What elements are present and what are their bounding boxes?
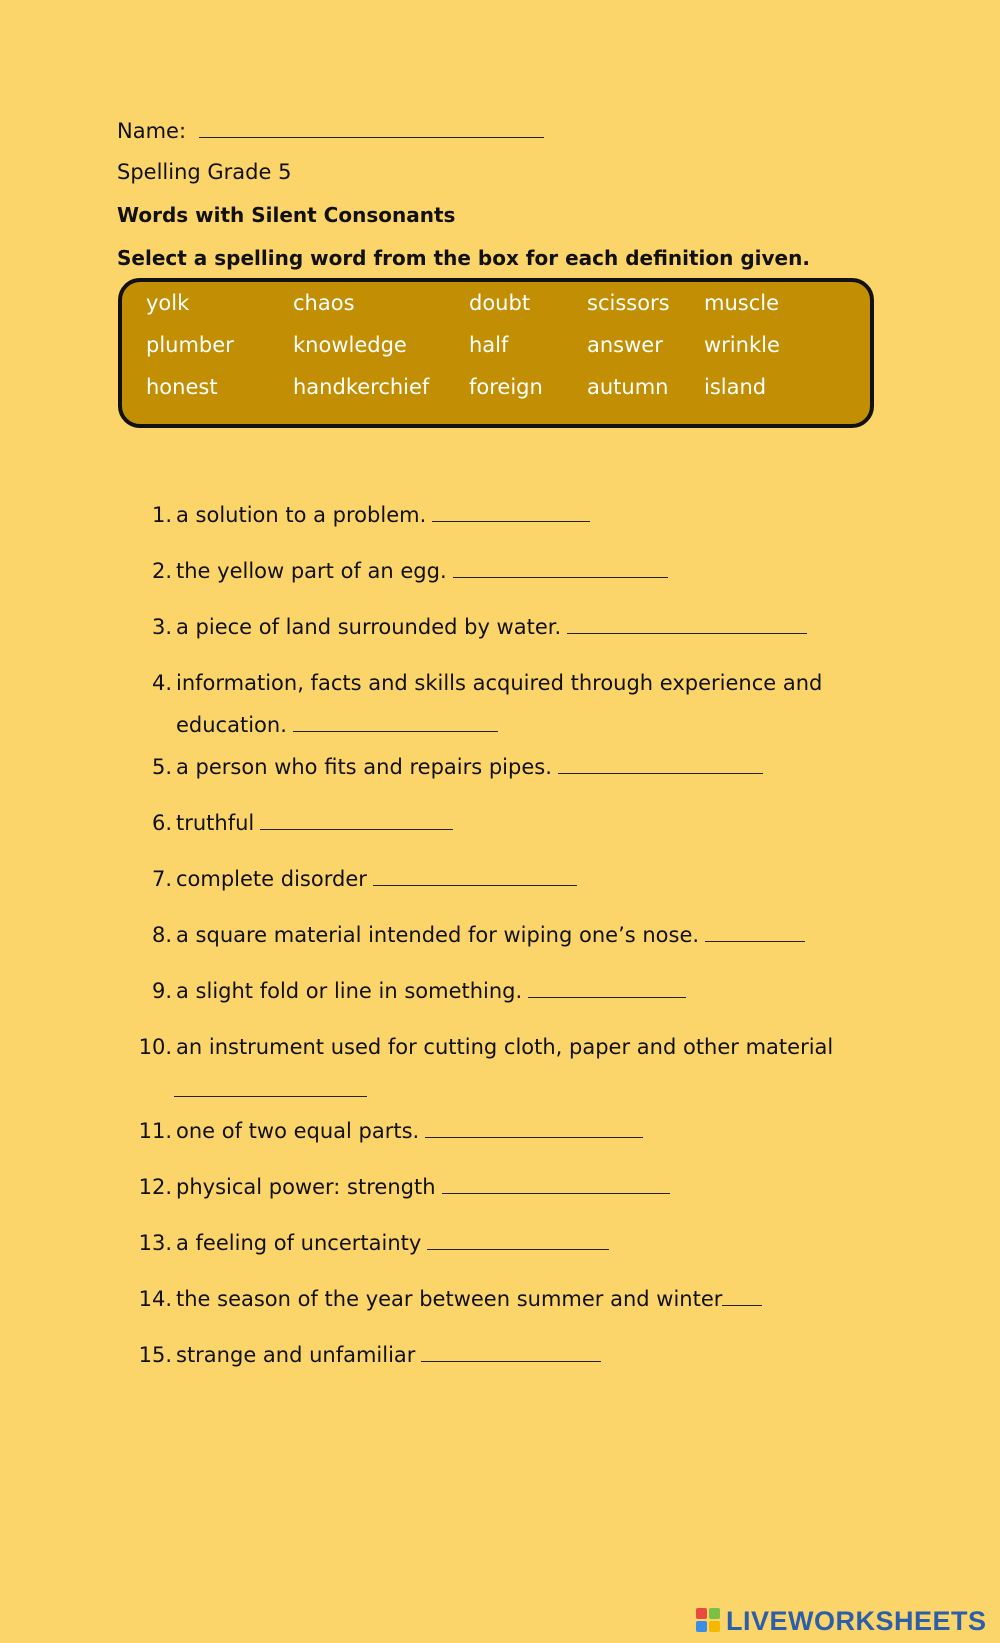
name-field (117, 117, 544, 143)
question-text: education. (176, 713, 287, 737)
question-text: strange and unfamiliar (176, 1343, 416, 1367)
question-number: 10. (138, 1035, 172, 1059)
question-number: 4. (151, 671, 172, 695)
question-number: 3. (151, 615, 172, 639)
question-number: 6. (151, 811, 172, 835)
question-text: the season of the year between summer and winter (176, 1287, 723, 1311)
question-number: 12. (138, 1175, 172, 1199)
answer-blank[interactable] (528, 979, 686, 998)
answer-blank[interactable] (293, 713, 498, 732)
question-text: truthful (176, 811, 255, 835)
answer-blank[interactable] (373, 867, 577, 886)
word-bank-word: island (704, 375, 767, 399)
question-number: 9. (151, 979, 172, 1003)
question-text: a slight fold or line in something. (176, 979, 523, 1003)
word-bank-word: muscle (704, 291, 780, 315)
answer-blank[interactable] (442, 1175, 670, 1194)
word-bank-word: plumber (146, 333, 234, 357)
question-text: a solution to a problem. (176, 503, 427, 527)
question-text: a square material intended for wiping one’s nose. (176, 923, 700, 947)
word-bank-word: answer (587, 333, 663, 357)
question-number: 7. (151, 867, 172, 891)
answer-blank[interactable] (425, 1119, 643, 1138)
worksheet-title: Words with Silent Consonants (117, 203, 456, 227)
question-text: a feeling of uncertainty (176, 1231, 422, 1255)
name-input-line[interactable] (199, 117, 544, 138)
word-bank-word: yolk (146, 291, 190, 315)
word-bank-word: honest (146, 375, 218, 399)
instructions: Select a spelling word from the box for each definition given. (117, 246, 810, 270)
answer-blank[interactable] (432, 503, 590, 522)
answer-blank[interactable] (453, 559, 668, 578)
word-bank-word: wrinkle (704, 333, 780, 357)
question-text: information, facts and skills acquired through experience and (176, 671, 823, 695)
answer-blank[interactable] (705, 923, 805, 942)
name-label: Name: (117, 119, 187, 143)
word-bank-word: chaos (293, 291, 355, 315)
word-bank-word: scissors (587, 291, 670, 315)
answer-blank[interactable] (567, 615, 807, 634)
subject-heading: Spelling Grade 5 (117, 160, 292, 184)
word-bank-word: knowledge (293, 333, 407, 357)
question-number: 14. (138, 1287, 172, 1311)
answer-blank[interactable] (174, 1078, 367, 1097)
question-number: 2. (151, 559, 172, 583)
answer-blank[interactable] (260, 811, 453, 830)
question-item-continued (174, 1078, 367, 1102)
question-number: 8. (151, 923, 172, 947)
word-bank-box (118, 278, 874, 428)
question-number: 13. (138, 1231, 172, 1255)
question-number: 15. (138, 1343, 172, 1367)
question-text: complete disorder (176, 867, 367, 891)
question-text: physical power: strength (176, 1175, 436, 1199)
word-bank-word: autumn (587, 375, 669, 399)
word-bank-word: foreign (469, 375, 543, 399)
word-bank-word: handkerchief (293, 375, 430, 399)
question-number: 11. (138, 1119, 172, 1143)
question-text: a person who fits and repairs pipes. (176, 755, 552, 779)
question-number: 1. (151, 503, 172, 527)
question-text: an instrument used for cutting cloth, paper and other material (176, 1035, 834, 1059)
word-bank-word: doubt (469, 291, 531, 315)
question-text: the yellow part of an egg. (176, 559, 447, 583)
word-bank-word: half (469, 333, 509, 357)
liveworksheets-logo[interactable] (696, 1605, 987, 1637)
question-text: a piece of land surrounded by water. (176, 615, 562, 639)
answer-blank[interactable] (722, 1287, 762, 1306)
answer-blank[interactable] (421, 1343, 601, 1362)
logo-text: LIVEWORKSHEETS (726, 1605, 987, 1636)
liveworksheets-logo-icon (696, 1608, 722, 1634)
question-text: one of two equal parts. (176, 1119, 420, 1143)
answer-blank[interactable] (427, 1231, 609, 1250)
question-number: 5. (151, 755, 172, 779)
answer-blank[interactable] (558, 755, 763, 774)
